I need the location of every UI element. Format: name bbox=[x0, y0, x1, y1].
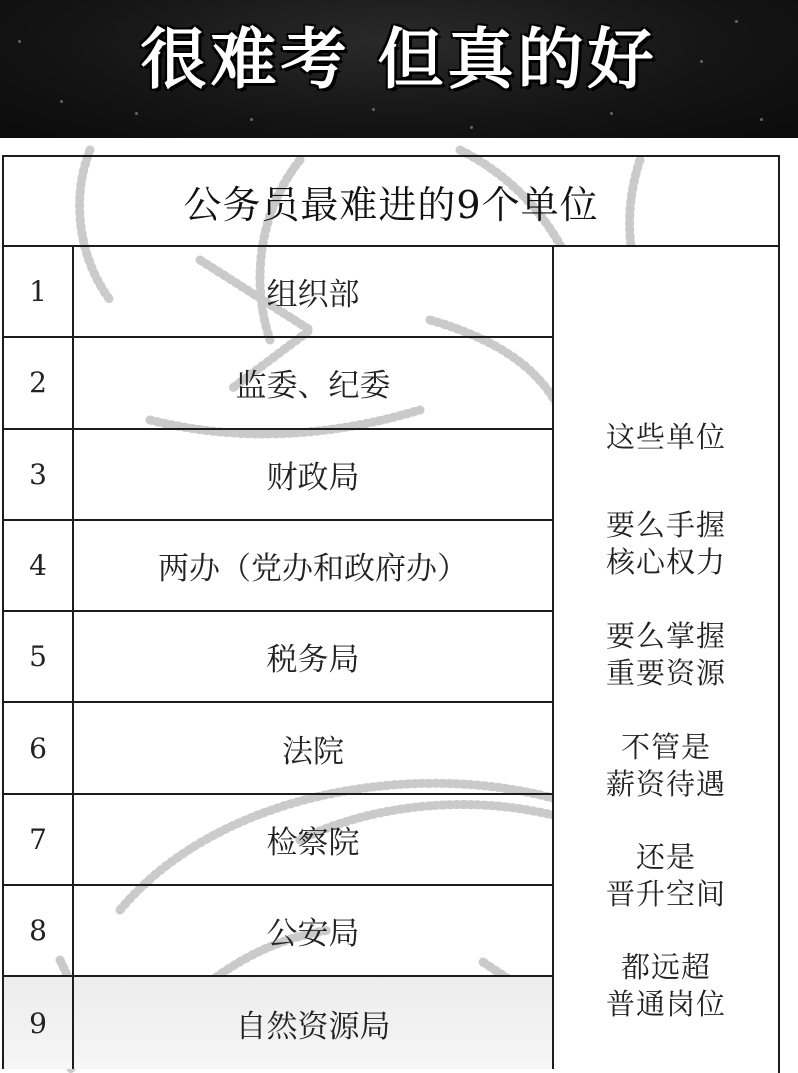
table-title: 公务员最难进的9个单位 bbox=[2, 155, 780, 247]
unit-name: 财政局 bbox=[266, 459, 360, 496]
row-number: 9 bbox=[4, 977, 74, 1068]
side-note-line: 要么手握 bbox=[605, 508, 726, 542]
side-note-line: 要么掌握 bbox=[605, 619, 726, 653]
side-note-line: 都远超 bbox=[620, 950, 711, 984]
side-note-line: 这些单位 bbox=[605, 420, 726, 454]
unit-name: 检察院 bbox=[266, 824, 360, 861]
table-row bbox=[2, 247, 554, 338]
table-row bbox=[2, 430, 554, 521]
side-note-line: 核心权力 bbox=[605, 545, 726, 579]
table-row bbox=[2, 703, 554, 794]
unit-name: 组织部 bbox=[266, 277, 360, 314]
side-note-line: 不管是 bbox=[620, 730, 711, 764]
table-row bbox=[2, 338, 554, 429]
table-body bbox=[2, 247, 554, 1069]
header-banner bbox=[0, 0, 798, 138]
unit-name: 自然资源局 bbox=[235, 1008, 391, 1045]
table-row bbox=[2, 612, 554, 703]
row-number: 6 bbox=[4, 703, 74, 792]
units-table bbox=[2, 155, 782, 1073]
row-number: 3 bbox=[4, 430, 74, 519]
side-note-line: 普通岗位 bbox=[605, 987, 726, 1021]
row-number: 7 bbox=[4, 795, 74, 884]
row-number: 5 bbox=[4, 612, 74, 701]
row-number: 2 bbox=[4, 338, 74, 427]
unit-name: 公安局 bbox=[266, 916, 360, 953]
table-row bbox=[2, 795, 554, 886]
row-number: 4 bbox=[4, 521, 74, 610]
table-row bbox=[2, 886, 554, 977]
side-note-line: 薪资待遇 bbox=[605, 767, 726, 801]
row-number: 8 bbox=[4, 886, 74, 975]
unit-name: 监委、纪委 bbox=[235, 368, 391, 405]
side-note-line: 晋升空间 bbox=[605, 877, 726, 911]
side-note bbox=[554, 247, 780, 1073]
side-note-line: 重要资源 bbox=[605, 656, 726, 690]
unit-name: 税务局 bbox=[266, 642, 360, 679]
row-number: 1 bbox=[4, 247, 74, 336]
unit-name: 法院 bbox=[282, 733, 344, 770]
side-note-line: 还是 bbox=[635, 840, 696, 874]
banner-title: 很难考 但真的好 bbox=[140, 21, 658, 98]
unit-name: 两办（党办和政府办） bbox=[158, 551, 468, 588]
table-row bbox=[2, 521, 554, 612]
table-row bbox=[2, 977, 554, 1068]
